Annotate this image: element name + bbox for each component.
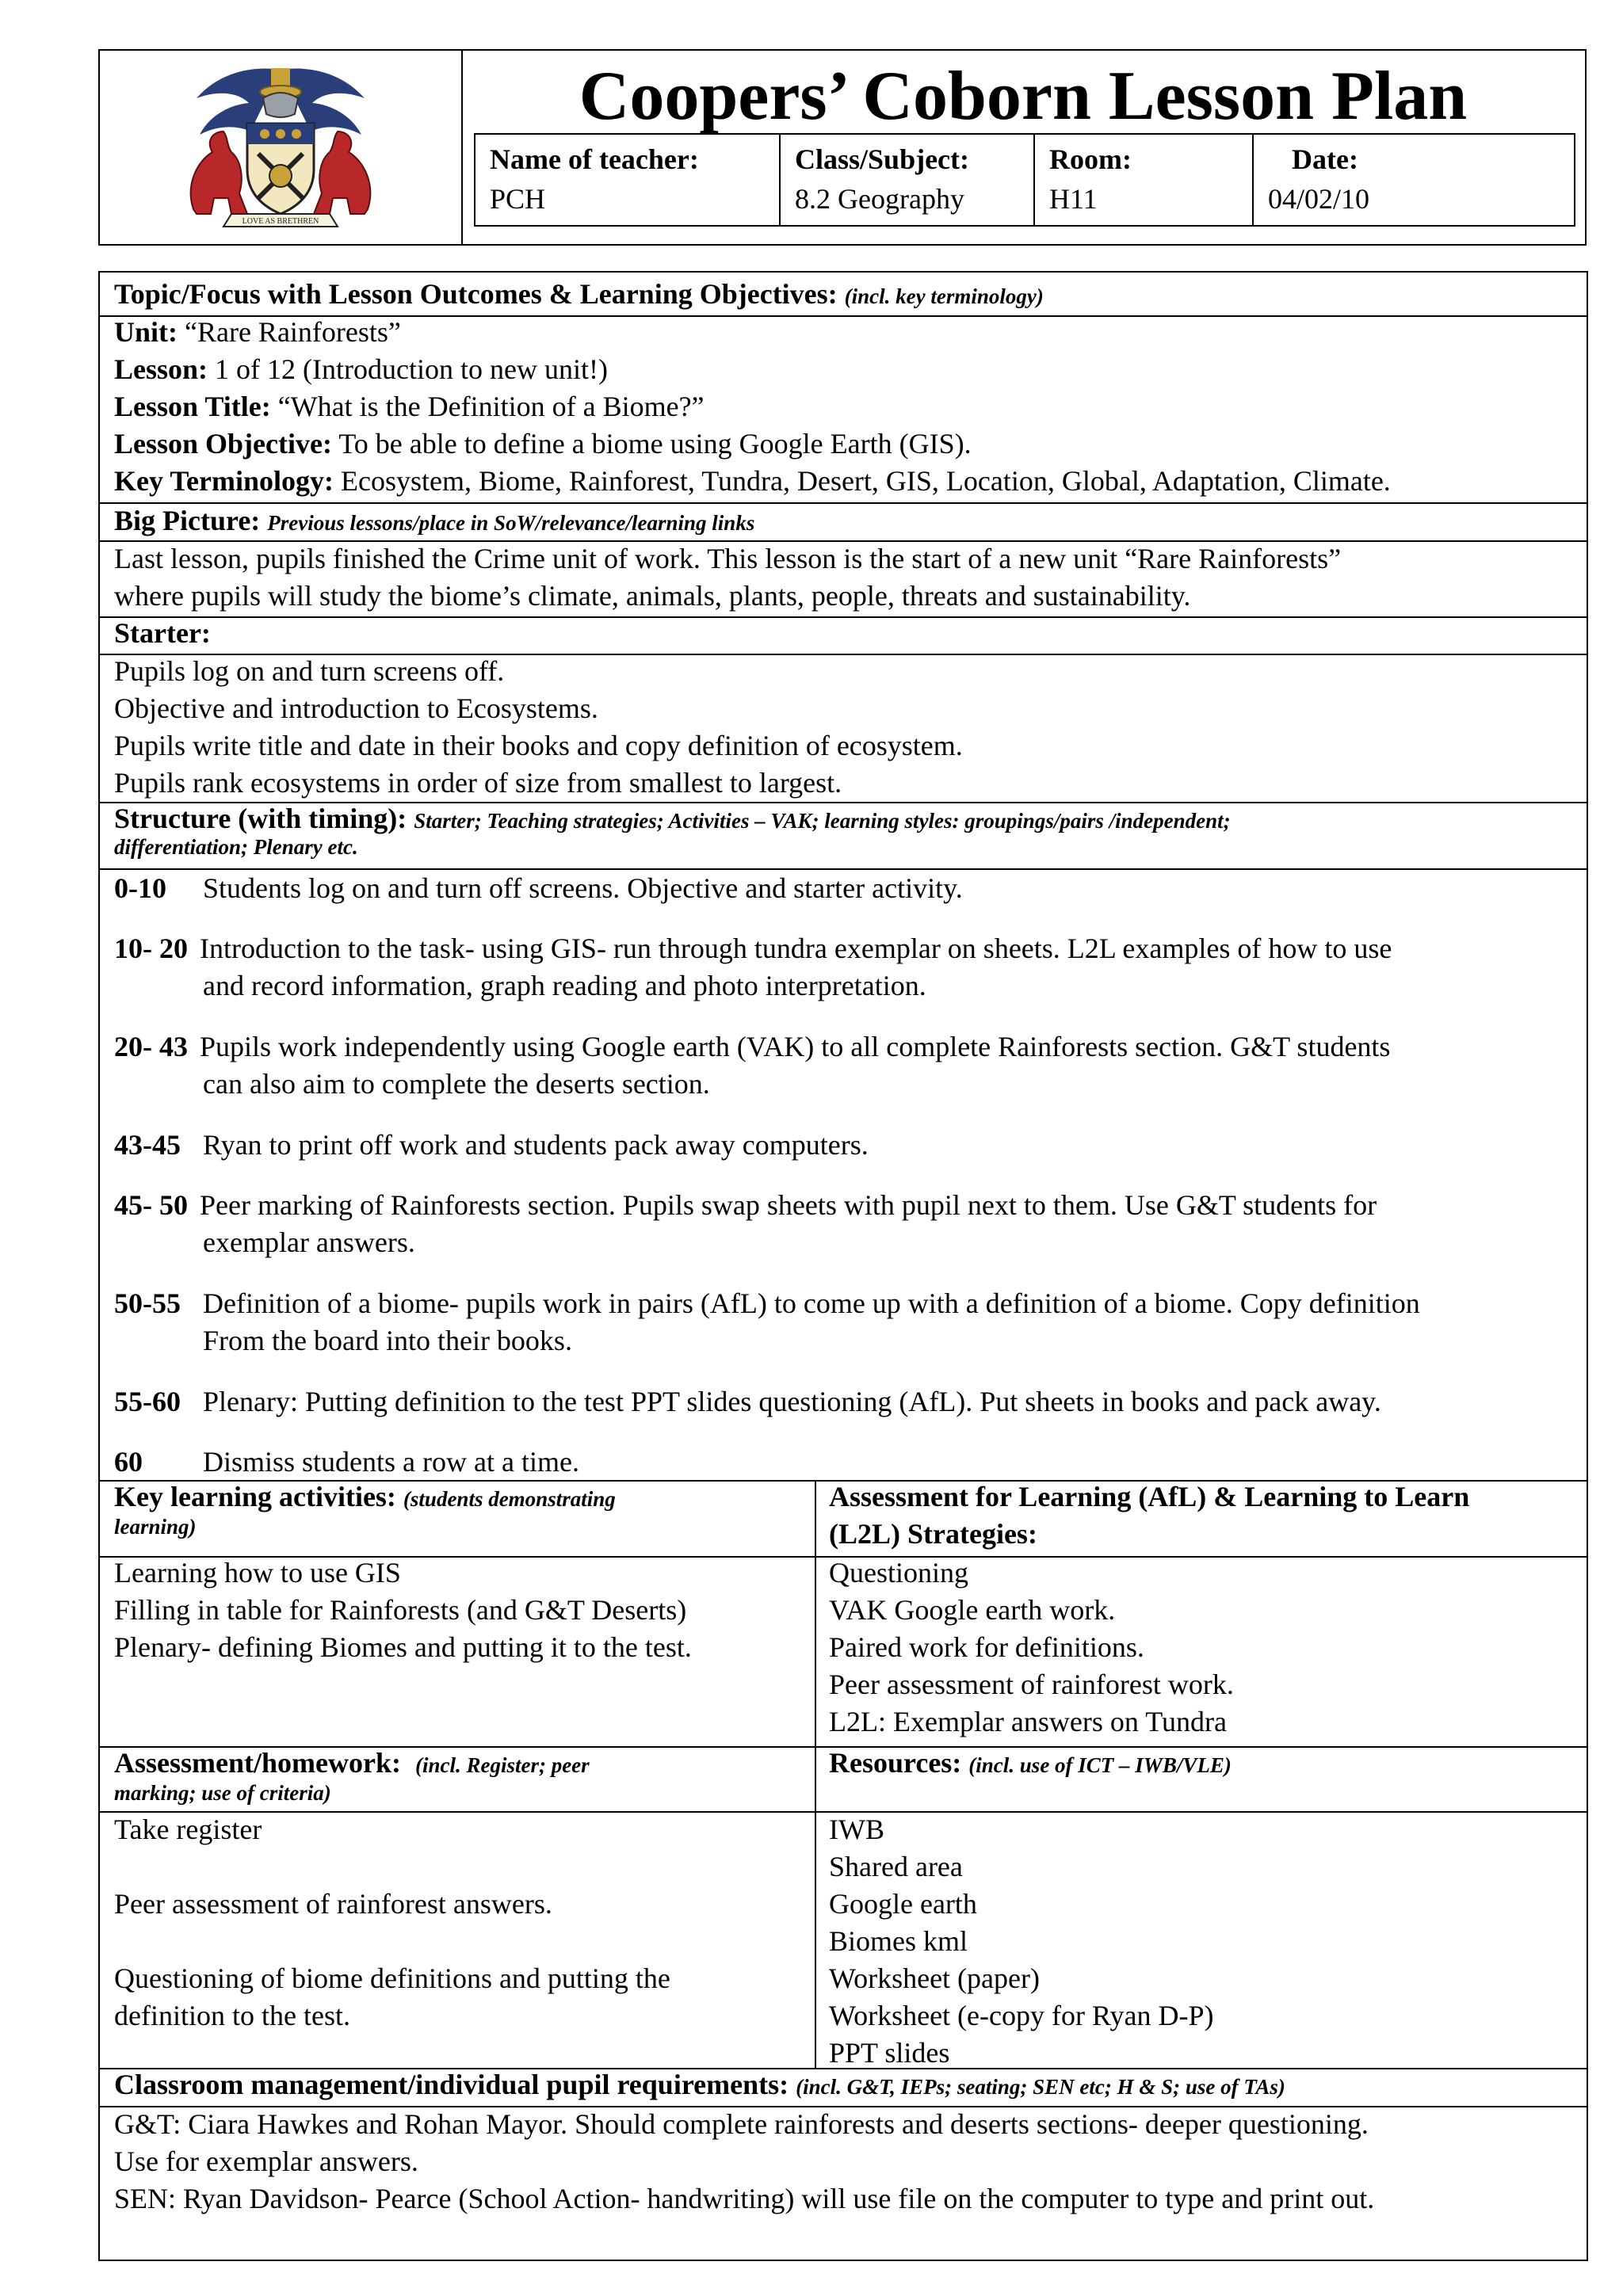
- assessment-item: Take register: [114, 1814, 262, 1845]
- assessment-item: definition to the test.: [114, 2000, 350, 2031]
- assessment-body: [114, 1811, 804, 2035]
- afl-heading-block: [829, 1478, 1582, 1553]
- topic-heading-line: [114, 276, 1572, 315]
- header-meta-table: [474, 133, 1575, 227]
- afl-heading: Assessment for Learning (AfL) & Learning to Learn: [829, 1481, 1470, 1512]
- key-terminology-line: Key Terminology: Ecosystem, Biome, Rainforest, Tundra, Desert, GIS, Location, Global, Adaptation, Climate.: [114, 465, 1391, 497]
- big-picture-body: [114, 540, 1572, 615]
- big-picture-line: Last lesson, pupils finished the Crime unit of work. This lesson is the start of a new unit “Rare Rainforests”: [114, 543, 1342, 574]
- timing-description-continued: exemplar answers.: [203, 1226, 415, 1258]
- lesson-plan-table: [98, 271, 1588, 2261]
- classroom-line: G&T: Ciara Hawkes and Rohan Mayor. Should complete rainforests and deserts sections- deeper questioning.: [114, 2108, 1369, 2140]
- classroom-note: (incl. G&T, IEPs; seating; SEN etc; H & S; use of TAs): [796, 2075, 1285, 2099]
- activities-note: (students demonstrating: [403, 1487, 616, 1511]
- afl-heading-continued: (L2L) Strategies:: [829, 1518, 1037, 1550]
- activities-heading-block: [114, 1478, 804, 1540]
- starter-heading: Starter:: [114, 617, 211, 649]
- assessment-spacer: [114, 1923, 804, 1960]
- afl-item: L2L: Exemplar answers on Tundra: [829, 1706, 1227, 1737]
- teacher-label: Name of teacher:: [490, 143, 699, 175]
- timing-description-continued: can also aim to complete the deserts section.: [203, 1068, 710, 1100]
- timing-description: Students log on and turn off screens. Objective and starter activity.: [203, 872, 963, 904]
- big-picture-heading: Big Picture:: [114, 505, 261, 536]
- header-box: [98, 49, 1587, 246]
- date-value: 04/02/10: [1268, 183, 1370, 215]
- timing-description: Definition of a biome- pupils work in pairs (AfL) to come up with a definition of a biome. Copy definition: [203, 1287, 1420, 1319]
- big-picture-note: Previous lessons/place in SoW/relevance/learning links: [267, 511, 755, 535]
- timing-description-continued: and record information, graph reading and photo interpretation.: [203, 970, 926, 1001]
- topic-heading: Topic/Focus with Lesson Outcomes & Learning Objectives:: [114, 278, 838, 310]
- date-field: [1254, 135, 1574, 225]
- classroom-body: [114, 2106, 1572, 2218]
- afl-body: [829, 1554, 1582, 1741]
- unit-line: Unit: “Rare Rainforests”: [114, 316, 401, 348]
- topic-section: [114, 276, 1572, 315]
- timing-description-continued: From the board into their books.: [203, 1325, 572, 1356]
- starter-line: Objective and introduction to Ecosystems.: [114, 692, 598, 724]
- timing-description: Ryan to print off work and students pack away computers.: [203, 1129, 869, 1161]
- class-subject-label: Class/Subject:: [795, 143, 970, 175]
- timing-range: 50-55: [114, 1287, 181, 1319]
- logo-cell: [100, 51, 463, 244]
- teacher-field: [475, 135, 781, 225]
- resource-item: PPT slides: [829, 2037, 950, 2069]
- classroom-line: SEN: Ryan Davidson- Pearce (School Action- handwriting) will use file on the computer to type and print out.: [114, 2183, 1375, 2214]
- resources-note: (incl. use of ICT – IWB/VLE): [968, 1753, 1232, 1777]
- lesson-objective-line: Lesson Objective: To be able to define a biome using Google Earth (GIS).: [114, 428, 972, 460]
- resources-body: [829, 1811, 1582, 2072]
- timing-range: 0-10: [114, 872, 166, 904]
- timing-range: 60: [114, 1446, 143, 1478]
- timing-range: 55-60: [114, 1386, 181, 1417]
- svg-text:LOVE AS BRETHREN: LOVE AS BRETHREN: [242, 217, 319, 226]
- resource-item: Worksheet (e-copy for Ryan D-P): [829, 2000, 1214, 2031]
- resources-heading-block: [829, 1745, 1582, 1784]
- activities-body: [114, 1554, 804, 1666]
- timing-description: Plenary: Putting definition to the test PPT slides questioning (AfL). Put sheets in books and pack away.: [203, 1386, 1381, 1417]
- resource-item: Biomes kml: [829, 1925, 968, 1957]
- timing-range: 43-45: [114, 1129, 181, 1161]
- lesson-title-line: Lesson Title: “What is the Definition of a Biome?”: [114, 391, 705, 422]
- page-title: Coopers’ Coborn Lesson Plan: [579, 58, 1468, 135]
- structure-heading: Structure (with timing):: [114, 803, 407, 834]
- date-label: Date:: [1292, 143, 1358, 175]
- topic-body: [114, 314, 1572, 500]
- resources-heading: Resources:: [829, 1747, 962, 1779]
- timing-range: 45- 50: [114, 1189, 188, 1221]
- timing-description: Introduction to the task- using GIS- run through tundra exemplar on sheets. L2L examples of how to use: [200, 933, 1392, 964]
- school-crest-icon: [162, 59, 399, 233]
- starter-body: [114, 653, 1572, 802]
- big-picture-heading-line: [114, 502, 1572, 542]
- teacher-value: PCH: [490, 183, 546, 215]
- assessment-heading: Assessment/homework:: [114, 1747, 401, 1779]
- timing-range: 10- 20: [114, 933, 188, 964]
- timing-description: Dismiss students a row at a time.: [203, 1446, 579, 1478]
- activities-note-continued: learning): [114, 1515, 197, 1539]
- resource-item: Shared area: [829, 1851, 963, 1882]
- classroom-line: Use for exemplar answers.: [114, 2145, 418, 2177]
- starter-heading-line: [114, 615, 1572, 652]
- assessment-item: Peer assessment of rainforest answers.: [114, 1888, 552, 1920]
- afl-item: Questioning: [829, 1557, 968, 1589]
- starter-line: Pupils log on and turn screens off.: [114, 655, 505, 687]
- afl-item: Peer assessment of rainforest work.: [829, 1669, 1234, 1700]
- room-field: [1035, 135, 1254, 225]
- starter-line: Pupils rank ecosystems in order of size from smallest to largest.: [114, 767, 842, 799]
- structure-heading-block: [114, 800, 1572, 860]
- column-divider: [815, 1480, 816, 2068]
- big-picture-line: where pupils will study the biome’s climate, animals, plants, people, threats and sustainability.: [114, 580, 1191, 612]
- class-subject-field: [781, 135, 1035, 225]
- room-label: Room:: [1049, 143, 1132, 175]
- resource-item: Worksheet (paper): [829, 1962, 1040, 1994]
- activities-heading: Key learning activities:: [114, 1481, 396, 1512]
- afl-item: VAK Google earth work.: [829, 1594, 1116, 1626]
- assessment-spacer: [114, 1848, 804, 1886]
- assessment-note: (incl. Register; peer: [414, 1753, 590, 1777]
- structure-note: Starter; Teaching strategies; Activities – VAK; learning styles: groupings/pairs /independent;: [414, 809, 1231, 833]
- topic-note: (incl. key terminology): [844, 284, 1044, 308]
- room-value: H11: [1049, 183, 1098, 215]
- timing-description: Peer marking of Rainforests section. Pupils swap sheets with pupil next to them. Use G&T students for: [200, 1189, 1377, 1221]
- classroom-heading-line: [114, 2066, 1572, 2106]
- assessment-heading-block: [114, 1745, 804, 1806]
- resource-item: Google earth: [829, 1888, 977, 1920]
- activity-item: Plenary- defining Biomes and putting it to the test.: [114, 1631, 692, 1663]
- resource-item: IWB: [829, 1814, 884, 1845]
- structure-note-continued: differentiation; Plenary etc.: [114, 835, 358, 859]
- assessment-note-continued: marking; use of criteria): [114, 1781, 331, 1805]
- class-subject-value: 8.2 Geography: [795, 183, 964, 215]
- timing-range: 20- 43: [114, 1031, 188, 1062]
- classroom-heading: Classroom management/individual pupil requirements:: [114, 2069, 789, 2100]
- timing-description: Pupils work independently using Google earth (VAK) to all complete Rainforests section. G&T students: [200, 1031, 1391, 1062]
- activity-item: Learning how to use GIS: [114, 1557, 401, 1589]
- afl-item: Paired work for definitions.: [829, 1631, 1144, 1663]
- lesson-line: Lesson: 1 of 12 (Introduction to new unit!): [114, 353, 608, 385]
- assessment-item: Questioning of biome definitions and putting the: [114, 1962, 670, 1994]
- activity-item: Filling in table for Rainforests (and G&T Deserts): [114, 1594, 687, 1626]
- starter-line: Pupils write title and date in their books and copy definition of ecosystem.: [114, 730, 963, 761]
